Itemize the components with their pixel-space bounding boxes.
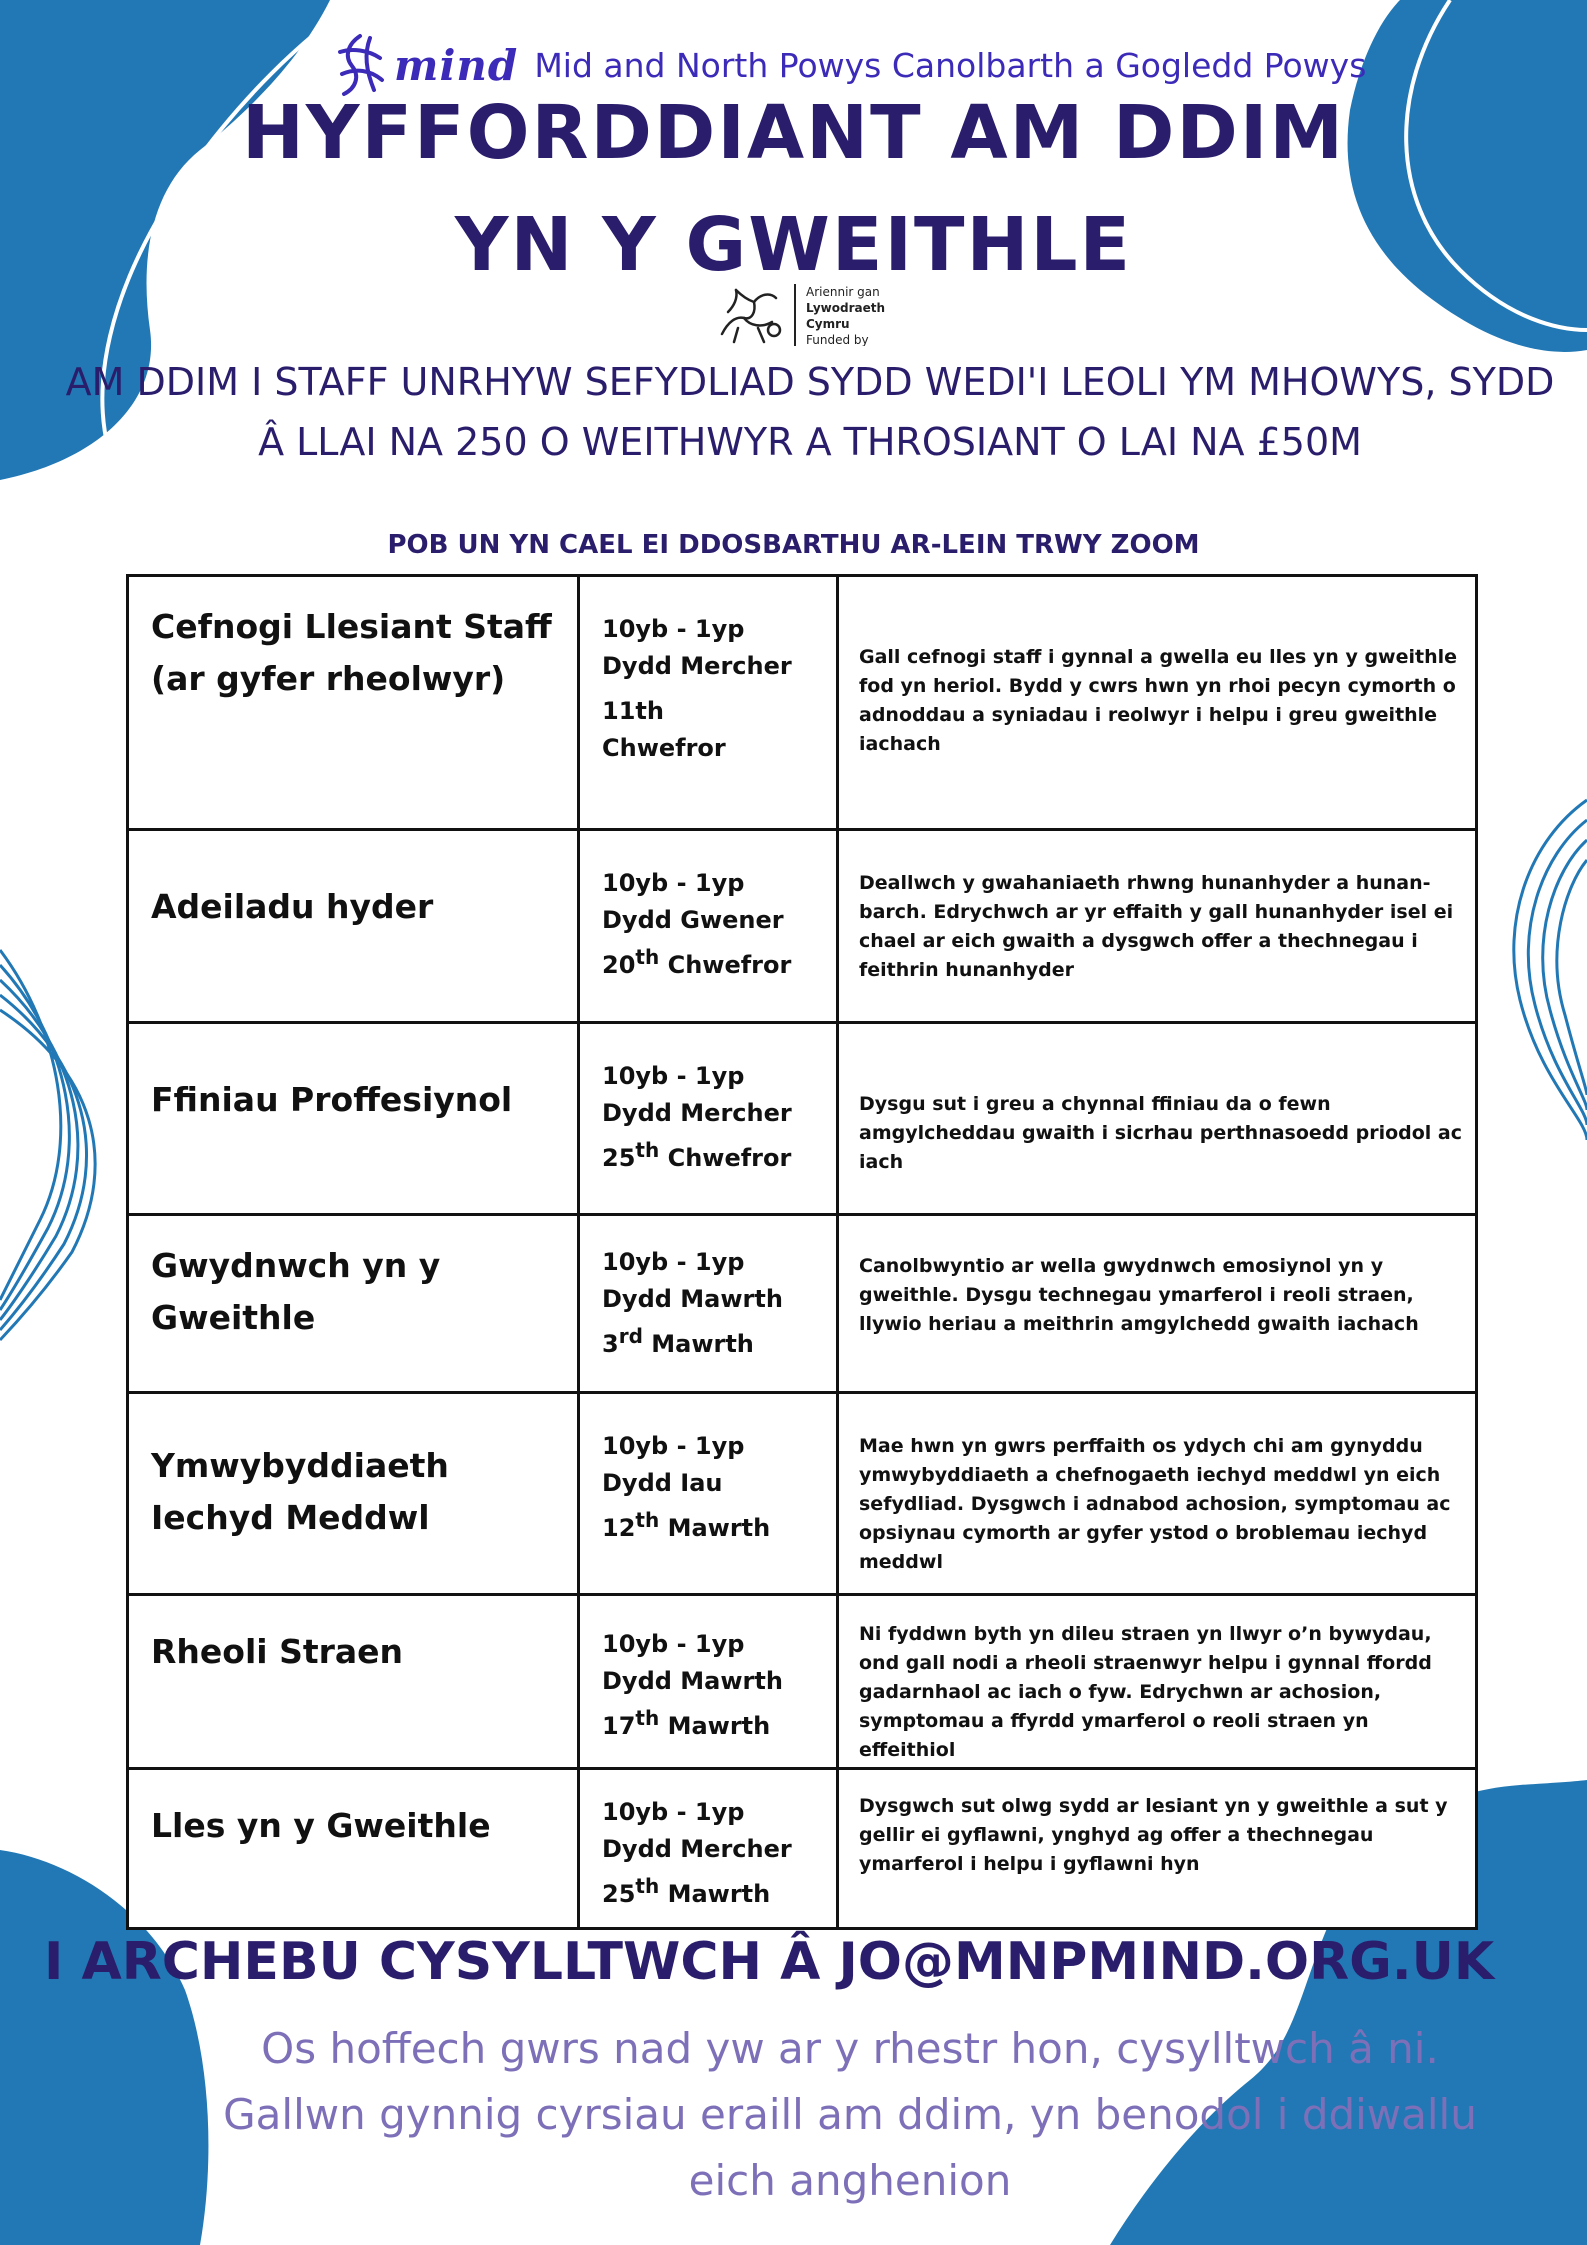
course-time xyxy=(579,1215,838,1393)
course-month: Mawrth xyxy=(651,1330,754,1358)
footer-line-3: eich anghenion xyxy=(688,2156,1012,2205)
course-date xyxy=(602,1502,830,1547)
course-date-number: 3 xyxy=(602,1330,619,1358)
course-hours: 10yb - 1yp xyxy=(602,615,745,643)
course-day: Dydd Gwener xyxy=(602,906,784,934)
course-desc: Canolbwyntio ar wella gwydnwch emosiynol yn y gweithle. Dysgu technegau ymarferol i reoli straen, llywio heriau a meithrin amgylchedd gwaith iachach xyxy=(838,1215,1477,1393)
course-time xyxy=(579,1595,838,1769)
course-month: Chwefror xyxy=(602,734,726,762)
course-time xyxy=(579,1393,838,1595)
table-row xyxy=(128,1215,1477,1393)
footer-line-2: Gallwn gynnig cyrsiau eraill am ddim, yn benodol i ddiwallu xyxy=(223,2090,1477,2139)
course-desc: Gall cefnogi staff i gynnal a gwella eu lles yn y gweithle fod yn heriol. Bydd y cwrs hwn yn rhoi pecyn cymorth o adnoddau a syniadau i reolwyr i helpu i greu gweithle iachach xyxy=(838,576,1477,830)
ribbon-right xyxy=(1514,800,1587,1140)
course-title: Ymwybyddiaeth Iechyd Meddwl xyxy=(128,1393,579,1595)
course-month: Mawrth xyxy=(667,1880,771,1908)
course-day: Dydd Mawrth xyxy=(602,1285,783,1313)
table-row xyxy=(128,576,1477,830)
eligibility-subtitle: AM DDIM I STAFF UNRHYW SEFYDLIAD SYDD WEDI'I LEOLI YM MHOWYS, SYDD Â LLAI NA 250 O WEITHWYR A THROSIANT O LAI NA £50M xyxy=(65,360,1555,464)
course-desc: Dysgu sut i greu a chynnal ffiniau da o fewn amgylcheddau gwaith i sicrhau perthnasoedd priodol ac iach xyxy=(838,1023,1477,1215)
course-day: Dydd Mawrth xyxy=(602,1667,783,1695)
course-desc: Mae hwn yn gwrs perffaith os ydych chi am gynyddu ymwybyddiaeth a chefnogaeth iechyd meddwl yn eich sefydliad. Dysgwch i adnabod achosion, symptomau ac opsiynau cymorth ar gyfer ystod o broblemau iechyd meddwl xyxy=(838,1393,1477,1595)
course-date-suffix: th xyxy=(635,1706,660,1730)
funder-line-2: Lywodraeth Cymru xyxy=(806,301,886,331)
course-hours: 10yb - 1yp xyxy=(602,1432,745,1460)
page-title-line-2: YN Y GWEITHLE xyxy=(454,202,1133,288)
course-hours: 10yb - 1yp xyxy=(602,1630,745,1658)
course-title: Gwydnwch yn y Gweithle xyxy=(128,1215,579,1393)
course-month: Mawrth xyxy=(667,1514,771,1542)
funder-line-1: Ariennir gan xyxy=(806,285,880,299)
course-date-suffix: th xyxy=(635,1874,660,1898)
course-date-suffix: rd xyxy=(618,1324,643,1348)
course-date-number: 25 xyxy=(602,1880,636,1908)
course-month: Chwefror xyxy=(667,951,792,979)
course-hours: 10yb - 1yp xyxy=(602,869,745,897)
course-date-suffix: th xyxy=(635,1138,660,1162)
course-date xyxy=(602,685,830,730)
mind-wordmark: mind xyxy=(394,40,519,90)
course-date xyxy=(602,1132,830,1177)
course-date-number: 12 xyxy=(602,1514,636,1542)
course-month: Mawrth xyxy=(667,1712,771,1740)
footer-line-1: Os hoffech gwrs nad yw ar y rhestr hon, cysylltwch â ni. xyxy=(261,2024,1439,2073)
course-time xyxy=(579,1023,838,1215)
course-date xyxy=(602,1318,830,1363)
table-row xyxy=(128,830,1477,1023)
course-desc: Deallwch y gwahaniaeth rhwng hunanhyder a hunan-barch. Edrychwch ar yr effaith y gall hunanhyder isel ei chael ar eich gwaith a dysgwch offer a thechnegau i feithrin hunanhyder xyxy=(838,830,1477,1023)
footer-message xyxy=(200,2016,1500,2214)
funder-logo xyxy=(714,280,914,350)
course-hours: 10yb - 1yp xyxy=(602,1062,745,1090)
course-time xyxy=(579,830,838,1023)
course-day: Dydd Mercher xyxy=(602,1835,792,1863)
dragon-icon xyxy=(714,282,786,348)
course-title: Cefnogi Llesiant Staff (ar gyfer rheolwyr) xyxy=(128,576,579,830)
course-table xyxy=(126,574,1478,1930)
table-row xyxy=(128,1023,1477,1215)
table-row xyxy=(128,1393,1477,1595)
course-hours: 10yb - 1yp xyxy=(602,1798,745,1826)
course-date-suffix: th xyxy=(635,945,660,969)
region-name: Mid and North Powys Canolbarth a Gogledd Powys xyxy=(534,45,1367,85)
course-desc: Ni fyddwn byth yn dileu straen yn llwyr o’n bywydau, ond gall nodi a rheoli straenwyr helpu i gynnal ffordd gadarnhaol ac iach o fyw. Edrychwn ar achosion, symptomau a ffyrdd ymarferol o reoli straen yn effeithiol xyxy=(838,1595,1477,1769)
course-title: Lles yn y Gweithle xyxy=(128,1769,579,1929)
funder-line-3: Funded by xyxy=(806,333,869,346)
page-title-line-1: HYFFORDDIANT AM DDIM xyxy=(241,90,1346,176)
course-title: Ffiniau Proffesiynol xyxy=(128,1023,579,1215)
course-date-number: 25 xyxy=(602,1144,636,1172)
ribbon-left xyxy=(0,950,95,1340)
course-desc: Dysgwch sut olwg sydd ar lesiant yn y gweithle a sut y gellir ei gyflawni, ynghyd ag offer a thechnegau ymarferol i helpu i gyflawni hyn xyxy=(838,1769,1477,1929)
funder-text xyxy=(794,284,906,346)
course-title: Rheoli Straen xyxy=(128,1595,579,1769)
table-row xyxy=(128,1769,1477,1929)
course-month: Chwefror xyxy=(667,1144,792,1172)
course-time xyxy=(579,576,838,830)
course-date-number: 17 xyxy=(602,1712,636,1740)
course-date xyxy=(602,1868,830,1913)
delivery-note: POB UN YN CAEL EI DDOSBARTHU AR-LEIN TRWY ZOOM xyxy=(387,530,1200,560)
table-row xyxy=(128,1595,1477,1769)
course-title: Adeiladu hyder xyxy=(128,830,579,1023)
course-day: Dydd Iau xyxy=(602,1469,723,1497)
course-date-suffix: th xyxy=(635,1508,660,1532)
course-time xyxy=(579,1769,838,1929)
booking-contact[interactable]: I ARCHEBU CYSYLLTWCH Â JO@MNPMIND.ORG.UK xyxy=(44,1932,1495,1992)
course-hours: 10yb - 1yp xyxy=(602,1248,745,1276)
course-date xyxy=(602,939,830,984)
course-date-number: 11th xyxy=(602,697,664,725)
course-day: Dydd Mercher xyxy=(602,652,792,680)
course-date-number: 20 xyxy=(602,951,636,979)
course-date xyxy=(602,1700,830,1745)
course-day: Dydd Mercher xyxy=(602,1099,792,1127)
